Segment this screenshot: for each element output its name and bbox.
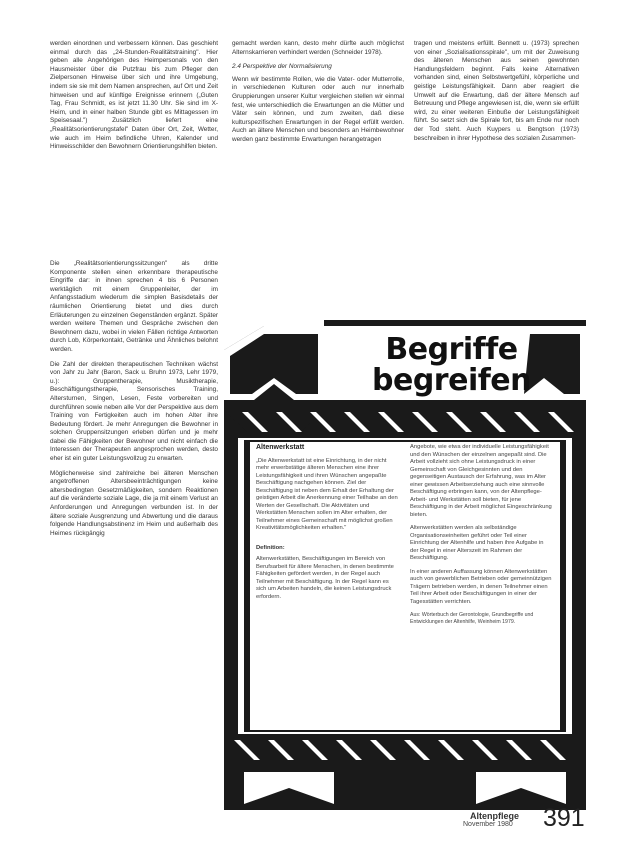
- text-column-2: [232, 40, 404, 151]
- magazine-name: Altenpflege: [470, 811, 520, 821]
- paragraph: Wenn wir bestimmte Rollen, wie die Vater- oder Mutterrolle, in verschiedenen Kulturen oder auch nur innerhalb Gruppierungen unserer Kultur vergleichen stellen wir einmal fest, wie unterschiedlich die Erwartungen an die Mütter und Väter sein können, und zum zweiten, daß diese kulturspezifischen Erwartungen in der Regel erfüllt werden. Auch an ältere Menschen und besonders an Heimbewohner werden ganz bestimmte Erwartungen herangetragen: [232, 75, 404, 143]
- paragraph: gemacht werden kann, desto mehr dürfte auch möglichst Alternskarrieren verhindert werden (Schneider 1978).: [232, 40, 404, 56]
- box-title: [344, 334, 559, 396]
- box-title-line: begreifen: [372, 363, 531, 398]
- box-column-left: [256, 444, 398, 607]
- section-heading: 2.4 Perspektive der Normalisierung: [232, 63, 332, 71]
- box-paragraph: Angebote, wie etwa der individuelle Leistungsfähigkeit und den Wünschen der einzelnen angepaßt sind. Die Arbeit vollzieht sich ohne Leistungsdruck in einer Gemeinschaft von Gleichgesinnten und den gegenseitigen Austausch der Erfahrung, was im Alter einer gewissen Arbeitserziehung auch eine sinnvolle Beschäftigung erbringen kann, von der Altenpflege-Arbeit- und Werkstätten soll bieten, für jene Beschäftigung in der Arbeit möglichst Eingeschränkung bieten.: [410, 444, 552, 518]
- page-number: 391: [543, 804, 585, 832]
- glossary-box: [224, 320, 586, 810]
- text-column-1-top: [50, 40, 218, 158]
- box-subheading: Definition:: [256, 544, 285, 551]
- issue-date: November 1980: [463, 821, 513, 828]
- box-title-line: Begriffe: [385, 332, 518, 367]
- paragraph: Möglicherweise sind zahlreiche bei älteren Menschen angetroffenen Altersbeeinträchtigungen keine altersbedingten Gesetzmäßigkeiten, sondern Reaktionen auf die veränderte soziale Lage, die ja mit einem Verlust an Anforderungen und Anregungen verbunden ist. In der ältere soziale Ausgrenzung und Abwertung und die daraus folgende Handlungsabstinenz im Heim und außerhalb des Heimes rückgängig: [50, 469, 218, 537]
- text-column-1-bottom: [50, 260, 218, 544]
- box-heading: Altenwerkstatt: [256, 444, 305, 451]
- box-source: Aus: Wörterbuch der Gerontologie, Grundbegriffe und Entwicklungen der Altenhilfe, Weinheim 1979.: [410, 612, 534, 625]
- box-paragraph: „Die Altenwerkstatt ist eine Einrichtung, in der nicht mehr erwerbstätige älteren Menschen eine ihrer Leistungsfähigkeit und ihren Wünschen angepaßte Beschäftigung nachgehen können. Ziel der Beschäftigung ist neben dem Erhalt der Erhaltung der geistigen Arbeit die Anerkennung einer Teilhabe an den Werten der Gesellschaft. Die Aktivitäten und Werkstätten Menschen sollen im Alter erhalten, der Teilnehmer eines Gemeinschaft mit möglichst großen Kreativitätsmöglichkeiten erhalten.": [256, 457, 398, 531]
- paragraph: werden einordnen und verbessern können. Das geschieht einmal durch das „24-Stunden-Realitätstraining". Hier geben alle Angehörigen des Heimpersonals von den Hausmeister über die Putzfrau bis zum Pfleger den Zielpersonen Hinweise über sich und ihre Umgebung, indem sie sie mit dem Namen ansprechen, auf Ort und Zeit hinweisen und auf künftige Ereignisse erinnern („Guten Tag, Frau Schmidt, es ist jetzt 11.30 Uhr. Sie sind im X-Heim, und in einer halben Stunde gibt es Mittagessen im Speisesaal.") Zusätzlich liefert eine „Realitätsorientierungstafel" Daten über Ort, Zeit, Wetter, wie auch im Heim befindliche Uhren, Kalender und Hinweisschilder den Bewohnern Orientierungshilfen bieten.: [50, 40, 218, 151]
- paragraph: tragen und meistens erfüllt. Bennett u. (1973) sprechen von einer „Sozialisationsspirale", um mit der Zuweisung des älteren Menschen aus seinen gewohnten Handlungsfeldern beginnt. Falls keine Alternativen vorhanden sind, einen Selbstwertgefühl, körperliche und geistige Leistungsfähigkeit. Dann aber reagiert die Umwelt auf die Erwartung, daß der ältere Mensch auf Betreuung und Pflege angewiesen ist, die, wenn sie erfüllt wird, zu einer weiteren Einbuße der Leistungsfähigkeit führt. So setzt sich die Spirale fort, bis am Ende nur noch der Tod steht. Auch Kuypers u. Bengtson (1973) beschreiben in ihrer Hypothese des sozialen Zusammen-: [414, 40, 579, 142]
- paragraph: Die Zahl der direkten therapeutischen Techniken wächst von Jahr zu Jahr (Baron, Sack u. Bruhn 1973, Lehr 1979, u.): Gruppentherapie, Musiktherapie, Beschäftigungstherapie, Sensorisches Training, Altersturnen, Singen, Lesen, Feste vorbereiten und durchführen sowie neben alle Vor der Perspektive aus dem Training von Fertigkeiten auch im hohen Alter ihre Bedeutung fördert. Je mehr Anregungen die Bewohner in solchen Gruppensitzungen erleben dürfen und je mehr dabei die Fähigkeiten der Bewohner und nicht einfach die Interessen der Therapeuten angesprochen werden, desto eher ist ein guter Leistungsvollzug zu erwarten.: [50, 360, 218, 463]
- paragraph: Die „Realitätsorientierungssitzungen" als dritte Komponente stellen einen erkennbare therapeutische Eingriffe dar: in ihnen sprechen 4 bis 6 Personen werktäglich mit einem Gruppenleiter, der im Anfangsstadium wiederum die simplen Basisdetails der räumlichen Orientierung bietet und dies durch Erläuterungen zu einzelnen Gegenständen ergänzt. Später werden weitere Themen und Gespräche zwischen den Bewohnern dazu, wobei in vielen Fällen richtige Antworten durch Lob, Körperkontakt, Getränke und Ähnliches belohnt werden.: [50, 260, 218, 353]
- box-paragraph: Altenwerkstätten, Beschäftigungen im Bereich von Berufsarbeit für ältere Menschen, in denen bestimmte Fähigkeiten gefördert werden, in der Regel auch Teilnehmer mit Beschäftigung. In der Regel kann es sich um Arbeiten handeln, die keinen Leistungsdruck erfordern.: [256, 556, 394, 600]
- box-paragraph: Altenwerkstätten werden als selbständige Organisationseinheiten geführt oder Teil einer Einrichtung der Altenhilfe und haben ihre Aufgabe in der Regel in einer Alterszeit im Rahmen der Beschäftigung.: [410, 525, 544, 561]
- box-paragraph: In einer anderen Auffassung können Altenwerkstätten auch von gewerblichen Betrieben oder gemeinnützigen Trägern betrieben werden, in denen Teilnehmer einen Teil ihrer Arbeit oder Beschäftigungen in einer der Tagesstätten verrichten.: [410, 568, 552, 605]
- text-column-3: [414, 40, 579, 149]
- box-column-right: [410, 444, 552, 632]
- box-content: [254, 444, 556, 726]
